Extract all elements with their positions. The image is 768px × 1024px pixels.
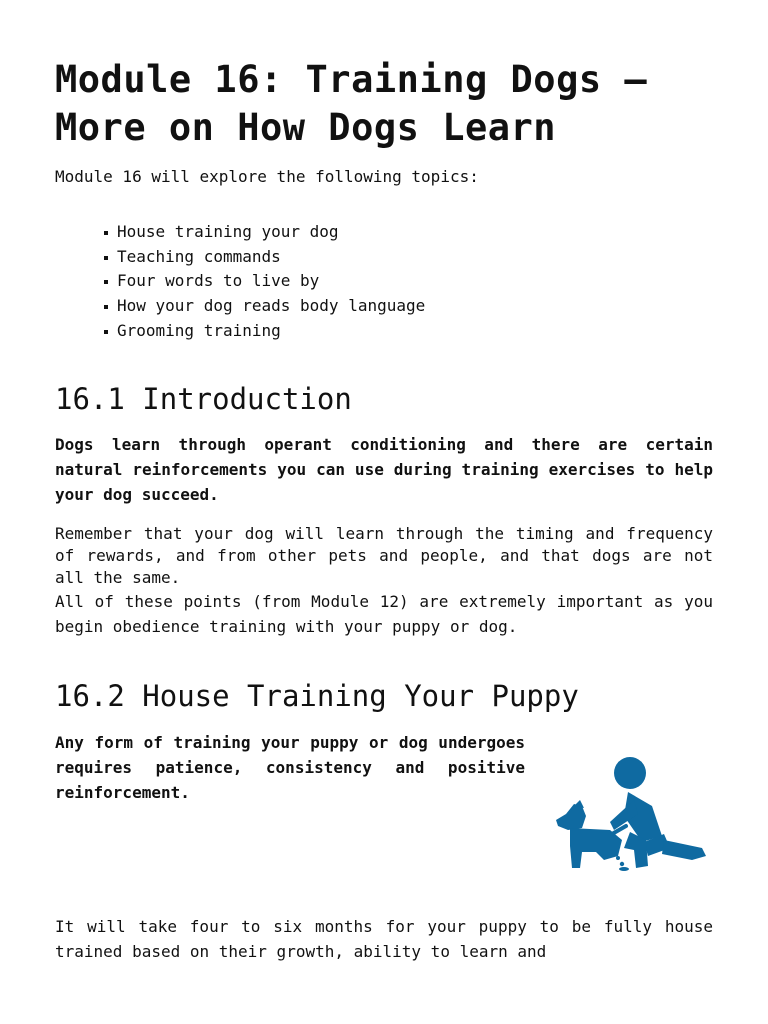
introduction-paragraph: Remember that your dog will learn through the timing and frequency of rewards, and from other pets and people, and that dogs are not all the same. xyxy=(55,524,713,587)
list-item: Four words to live by xyxy=(104,269,425,294)
list-item: Grooming training xyxy=(104,319,425,344)
list-item: How your dog reads body language xyxy=(104,294,425,319)
section-heading-house-training: 16.2 House Training Your Puppy xyxy=(55,679,579,713)
introduction-paragraph-2: All of these points (from Module 12) are extremely important as you begin obedience training with your puppy or dog. xyxy=(55,592,713,636)
topics-list xyxy=(104,220,425,344)
page-title: Module 16: Training Dogs – More on How Dogs Learn xyxy=(55,58,648,149)
topics-intro: Module 16 will explore the following topics: xyxy=(55,167,479,186)
section-heading-introduction: 16.1 Introduction xyxy=(55,382,352,416)
list-item: House training your dog xyxy=(104,220,425,245)
introduction-lead: Dogs learn through operant conditioning and there are certain natural reinforcements you can use during training exercises to help your dog succeed. xyxy=(55,435,713,504)
house-training-paragraph: It will take four to six months for your puppy to be fully house trained based on their growth, ability to learn and xyxy=(55,917,713,961)
person-dog-house-training-icon xyxy=(552,756,712,872)
house-training-lead: Any form of training your puppy or dog undergoes requires patience, consistency and positive reinforcement. xyxy=(55,733,525,802)
list-item: Teaching commands xyxy=(104,245,425,270)
